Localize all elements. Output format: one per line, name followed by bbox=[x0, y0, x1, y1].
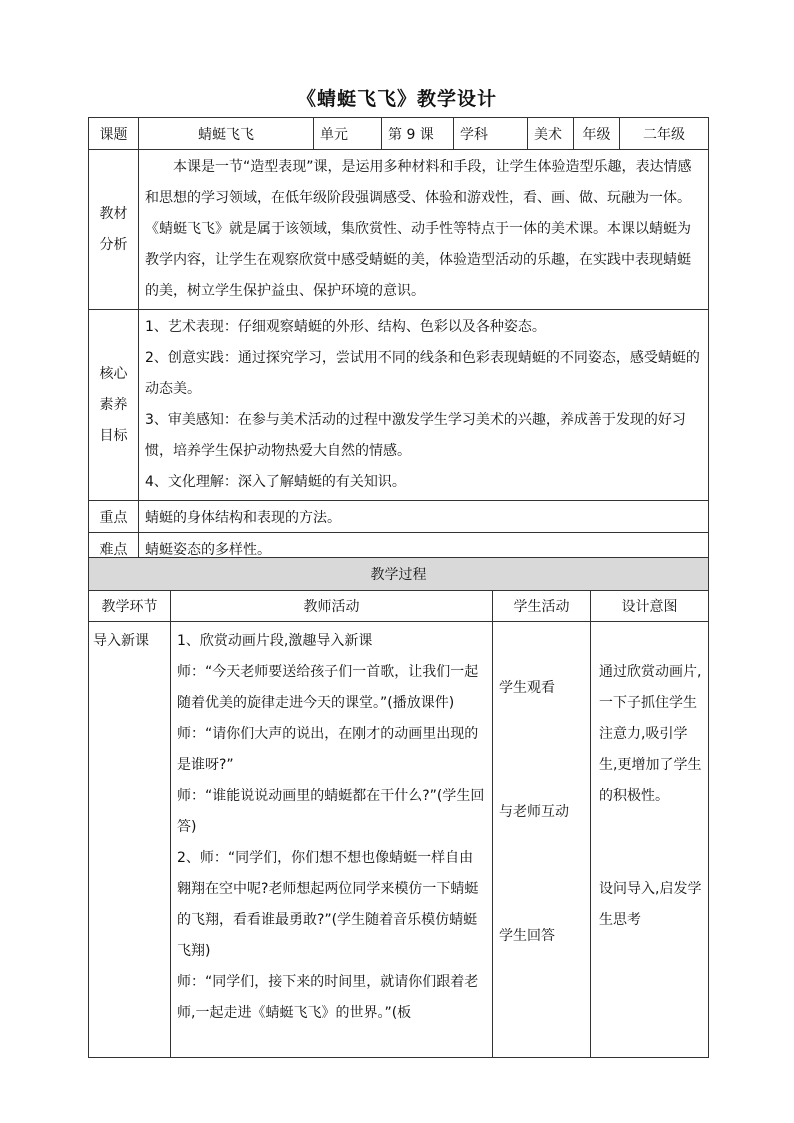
design-intent-cell bbox=[591, 622, 709, 1058]
subject-label: 学科 bbox=[454, 118, 528, 150]
teacher-activity-item: 师：“请你们大声的说出，在刚才的动画里出现的是谁呀?” bbox=[177, 726, 479, 773]
header-student: 学生活动 bbox=[493, 591, 591, 622]
core-goals bbox=[139, 310, 709, 501]
difficulty-text: 蜻蜓姿态的多样性。 bbox=[139, 533, 709, 565]
teacher-activity-item: 师：“同学们，接下来的时间里，就请你们跟着老师,一起走进《蜻蜓飞飞》的世界。”(板 bbox=[177, 974, 479, 1021]
core-label-line2: 素养 bbox=[99, 396, 128, 413]
teacher-activity-item: 2、师：“同学们，你们想不想也像蜻蜓一样自由翱翔在空中呢?老师想起两位同学来模仿一下蜻蜓的飞翔，看看谁最勇敢?”(学生随着音乐模仿蜻蜓飞翔) bbox=[177, 850, 479, 959]
stage-cell bbox=[89, 622, 171, 1058]
core-label-line3: 目标 bbox=[99, 427, 128, 444]
header-stage: 教学环节 bbox=[89, 591, 171, 622]
unit-label: 单元 bbox=[314, 118, 382, 150]
core-goal-item: 1、艺术表现：仔细观察蜻蜓的外形、结构、色彩以及各种姿态。 bbox=[145, 319, 546, 335]
grade-value: 二年级 bbox=[620, 118, 709, 150]
teacher-activity-cell bbox=[171, 622, 493, 1058]
design-intent-item: 设问导入,启发学生思考 bbox=[599, 881, 702, 928]
core-label bbox=[89, 310, 139, 501]
teaching-process-table bbox=[88, 557, 709, 1058]
core-goal-item: 4、文化理解：深入了解蜻蜓的有关知识。 bbox=[145, 474, 406, 490]
document-title: 《蜻蜓飞飞》教学设计 bbox=[296, 88, 497, 110]
teacher-activity-item: 师：“谁能说说动画里的蜻蜓都在干什么?”(学生回答) bbox=[177, 788, 485, 835]
teacher-activity-item: 1、欣赏动画片段,激趣导入新课 bbox=[177, 633, 373, 649]
key-text: 蜻蜓的身体结构和表现的方法。 bbox=[139, 501, 709, 533]
student-activity-cell bbox=[493, 622, 591, 1058]
analysis-label-line1: 教材 bbox=[99, 205, 128, 222]
lesson-info-table bbox=[88, 117, 709, 565]
lesson-value: 蜻蜓飞飞 bbox=[139, 118, 314, 150]
analysis-label-line2: 分析 bbox=[99, 236, 128, 253]
student-activity-item: 学生回答 bbox=[499, 928, 555, 944]
core-goal-item: 3、审美感知：在参与美术活动的过程中激发学生学习美术的兴趣，养成善于发现的好习惯，培养学生保护动物热爱大自然的情感。 bbox=[145, 412, 686, 459]
core-goal-item: 2、创意实践：通过探究学习，尝试用不同的线条和色彩表现蜻蜓的不同姿态，感受蜻蜓的动态美。 bbox=[145, 350, 700, 397]
header-intent: 设计意图 bbox=[591, 591, 709, 622]
student-activity-item: 与老师互动 bbox=[499, 804, 569, 820]
grade-label: 年级 bbox=[574, 118, 620, 150]
teacher-activity-item: 师：“今天老师要送给孩子们一首歌，让我们一起随着优美的旋律走进今天的课堂。”(播放课件) bbox=[177, 664, 479, 711]
analysis-text: 本课是一节“造型表现”课，是运用多种材料和手段，让学生体验造型乐趣，表达情感和思想的学习领域，在低年级阶段强调感受、体验和游戏性，看、画、做、玩融为一体。《蜻蜓飞飞》就是属于该领域，集欣赏性、动手性等特点于一体的美术课。本课以蜻蜓为教学内容，让学生在观察欣赏中感受蜻蜓的美，体验造型活动的乐趣，在实践中表现蜻蜓的美，树立学生保护益虫、保护环境的意识。 bbox=[139, 150, 709, 310]
process-title: 教学过程 bbox=[89, 558, 709, 591]
lesson-label: 课题 bbox=[89, 118, 139, 150]
header-teacher: 教师活动 bbox=[171, 591, 493, 622]
student-activity-item: 学生观看 bbox=[499, 680, 555, 696]
core-label-line1: 核心 bbox=[99, 365, 128, 382]
design-intent-item: 通过欣赏动画片,一下子抓住学生注意力,吸引学生,更增加了学生的积极性。 bbox=[599, 664, 702, 804]
key-label: 重点 bbox=[89, 501, 139, 533]
difficulty-label: 难点 bbox=[89, 533, 139, 565]
subject-value: 美术 bbox=[528, 118, 574, 150]
stage-name: 导入新课 bbox=[93, 633, 149, 649]
unit-value: 第 9 课 bbox=[382, 118, 454, 150]
analysis-label bbox=[89, 150, 139, 310]
